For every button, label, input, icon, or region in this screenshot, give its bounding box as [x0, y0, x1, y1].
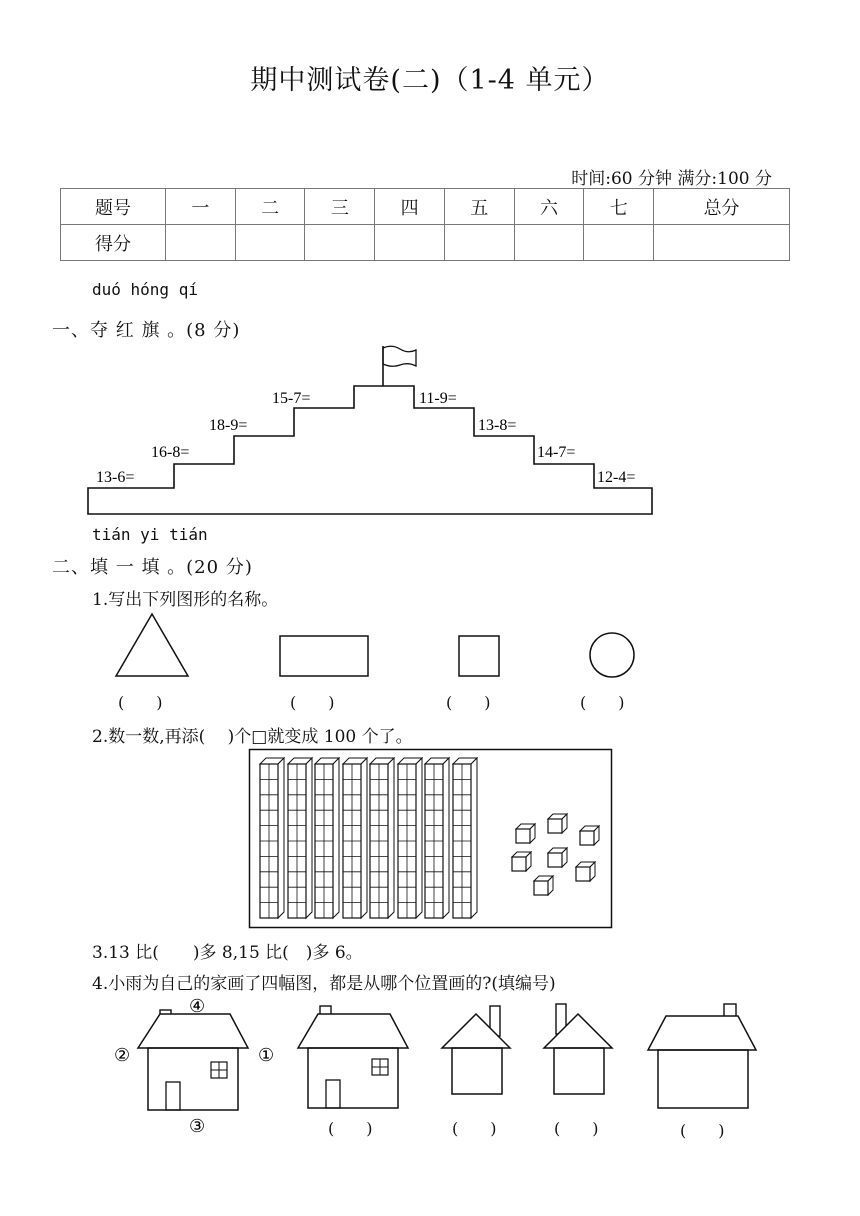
answer-blank[interactable]: ( )	[118, 693, 163, 712]
answer-blank[interactable]: ( )	[554, 1119, 599, 1138]
score-input-cell[interactable]	[654, 225, 790, 261]
step-equation: 13-8=	[478, 417, 517, 434]
score-input-cell[interactable]	[305, 225, 375, 261]
shapes-row	[0, 608, 860, 684]
answer-blank[interactable]: ( )	[680, 1121, 725, 1140]
table-cell: 七	[584, 189, 654, 225]
step-equation: 18-9=	[209, 417, 248, 434]
circle-shape	[590, 633, 634, 677]
question-2: 2.数一数,再添( )个□就变成 100 个了。	[92, 727, 413, 747]
score-table	[60, 188, 790, 261]
position-marker: ②	[114, 1045, 131, 1065]
score-input-cell[interactable]	[444, 225, 514, 261]
table-cell: 一	[166, 189, 236, 225]
position-marker: ①	[258, 1045, 275, 1065]
answer-blank[interactable]: ( )	[580, 693, 625, 712]
question-3: 3.13 比( )多 8,15 比( )多 6。	[92, 943, 363, 963]
section1-pinyin: duó hóng qí	[92, 280, 198, 299]
table-cell: 六	[514, 189, 584, 225]
table-cell: 五	[444, 189, 514, 225]
score-input-cell[interactable]	[584, 225, 654, 261]
table-row	[61, 189, 790, 225]
table-row	[61, 225, 790, 261]
section1-title: 一、夺 红 旗 。(8 分)	[52, 320, 241, 341]
square-shape	[459, 636, 499, 676]
score-input-cell[interactable]	[235, 225, 305, 261]
answer-blank[interactable]: ( )	[290, 693, 335, 712]
page-title: 期中测试卷(二)（1-4 单元）	[250, 65, 610, 96]
counting-cubes-panel	[248, 748, 614, 930]
stair-diagram	[0, 340, 860, 520]
step-equation: 12-4=	[597, 469, 636, 486]
position-marker: ④	[189, 996, 206, 1016]
position-marker: ③	[189, 1116, 206, 1136]
table-cell: 二	[235, 189, 305, 225]
step-equation: 11-9=	[419, 390, 457, 407]
answer-blank[interactable]: ( )	[452, 1119, 497, 1138]
answer-blank[interactable]: ( )	[328, 1119, 373, 1138]
house-icon	[138, 1010, 248, 1110]
house-icon	[544, 1004, 612, 1094]
house-icon	[442, 1006, 510, 1094]
triangle-shape	[116, 614, 188, 676]
table-cell: 得分	[61, 225, 166, 261]
houses-diagram	[0, 994, 860, 1144]
step-equation: 13-6=	[96, 469, 135, 486]
step-equation: 16-8=	[151, 444, 190, 461]
table-cell: 四	[375, 189, 445, 225]
table-cell: 题号	[61, 189, 166, 225]
rectangle-shape	[280, 636, 368, 676]
table-cell: 总分	[654, 189, 790, 225]
table-cell: 三	[305, 189, 375, 225]
step-equation: 14-7=	[537, 444, 576, 461]
score-input-cell[interactable]	[375, 225, 445, 261]
exam-meta: 时间:60 分钟 满分:100 分	[571, 169, 772, 189]
answer-blank[interactable]: ( )	[446, 693, 491, 712]
section2-title: 二、填 一 填 。(20 分)	[52, 557, 253, 578]
score-input-cell[interactable]	[514, 225, 584, 261]
question-4: 4.小雨为自己的家画了四幅图，都是从哪个位置画的?(填编号)	[92, 974, 556, 994]
house-icon	[298, 1006, 408, 1108]
step-equation: 15-7=	[272, 390, 311, 407]
question-1: 1.写出下列图形的名称。	[92, 590, 279, 610]
flag-icon	[383, 346, 416, 386]
house-icon	[648, 1004, 756, 1108]
score-input-cell[interactable]	[166, 225, 236, 261]
section2-pinyin: tián yi tián	[92, 525, 208, 544]
